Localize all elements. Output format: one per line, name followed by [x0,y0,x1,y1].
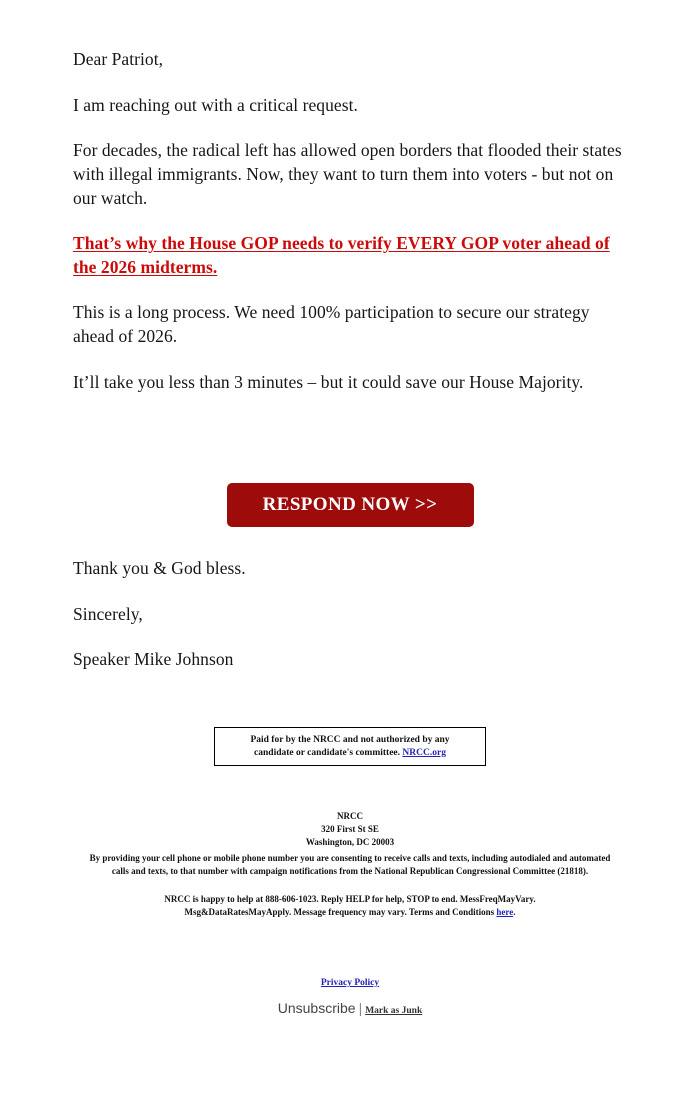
address-city-state-zip: Washington, DC 20003 [305,837,395,848]
terms-and-conditions-link[interactable]: here [496,906,514,917]
help-notice-period: . [513,906,516,917]
unsubscribe-row [0,1000,700,1018]
disclaimer-line-2: candidate or candidate's committee. [254,747,401,758]
disclaimer-line-1: Paid for by the NRCC and not authorized by any [250,734,450,745]
paragraph-intro: I am reaching out with a critical request. [73,94,358,115]
paragraph-three-minutes: It’ll take you less than 3 minutes – but it could save our House Majority. [73,371,584,392]
paragraph-highlight [73,232,627,279]
paragraph-open-borders: For decades, the radical left has allowed open borders that flooded their states with illegal immigrants. Now, they want to turn them into voters - but not on our watch. [73,140,622,208]
salutation: Dear Patriot, [73,49,164,69]
cta-container [0,483,700,527]
closing-sincerely: Sincerely, [73,603,143,624]
unsubscribe-link[interactable]: Unsubscribe [277,1000,356,1016]
paid-for-by-disclaimer-box [214,727,486,766]
address-org: NRCC [337,811,363,821]
verify-voter-link[interactable]: That’s why the House GOP needs to verify EVERY GOP voter ahead of the 2026 midterms. [73,233,610,277]
privacy-policy-link[interactable]: Privacy Policy [320,978,380,988]
address-street: 320 First St SE [321,824,379,835]
email-letter-content [73,48,627,416]
help-notice-text: NRCC is happy to help at 888-606-1023. Reply HELP for help, STOP to end. MessFreqMayVary. Msg&DataRatesMayApply. Message frequency may vary. Terms and Conditions [164,894,536,917]
paragraph-long-process: This is a long process. We need 100% participation to secure our strategy ahead of 2026. [73,302,590,346]
privacy-policy-row [0,978,700,988]
nrcc-org-link[interactable]: NRCC.org [402,747,446,758]
email-closing-content [73,557,627,694]
signature-name: Speaker Mike Johnson [73,649,234,670]
disclaimer-text [242,734,457,759]
organization-address [0,810,700,849]
mark-as-junk-link[interactable]: Mark as Junk [365,1006,423,1016]
closing-thanks: Thank you & God bless. [73,558,246,578]
respond-now-button[interactable]: RESPOND NOW >> [227,483,474,527]
sms-help-notice [110,893,590,919]
footer-separator: | [358,1000,363,1016]
sms-consent-notice: By providing your cell phone or mobile phone number you are consenting to receive calls and texts, including autodialed and automated calls and texts, to that number with campaign notifications from the National Republican Congressional Committee (21818). [89,853,611,876]
